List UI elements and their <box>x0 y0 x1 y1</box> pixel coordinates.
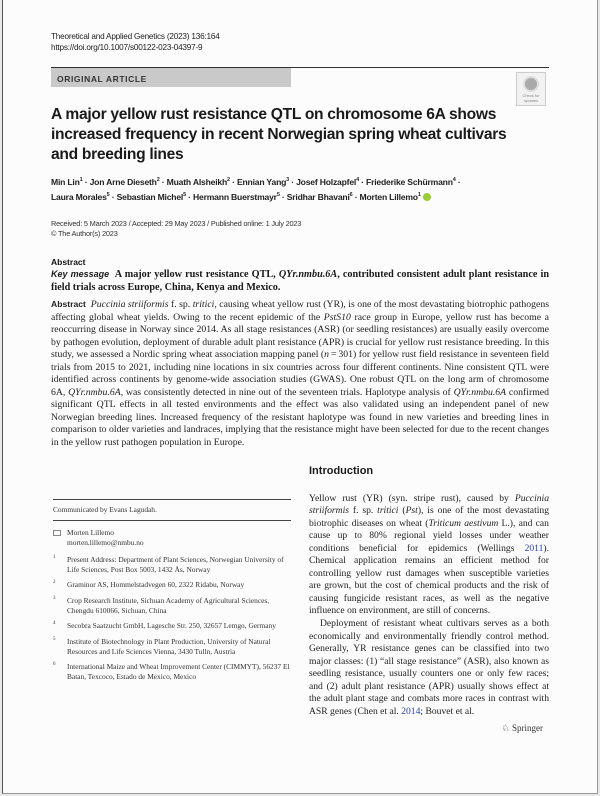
paragraph: Yellow rust (YR) (syn. stripe rust), caused by Puccinia striiformis f. sp. tritici (Pst), is one of the most devastating biotrophic diseases on wheat (Triticum aestivum L.), and can cause up to 80% regional yield losses under weather conditions beneficial for epidemics (Wellings 2011). Chemical application remains an efficient method for controlling yellow rust damages when susceptible varieties are grown, but the cost of chemical products and the risk of causing fungicide resistant races, as well as the negative influence on environment, are still of concerns. <box>309 492 549 617</box>
springer-horse-icon: ♘ <box>501 723 510 734</box>
author[interactable]: Muath Alsheikh$^2$ <box>166 177 230 187</box>
section-label-row <box>51 68 549 103</box>
footnote-column <box>53 464 291 688</box>
corresponding-email[interactable]: morten.lillemo@nmbu.no <box>67 537 144 547</box>
author[interactable]: Sebastian Michel$^5$ <box>116 192 186 202</box>
author[interactable]: Laura Morales$^5$ <box>51 192 110 202</box>
author[interactable]: Hermann Buerstmayr$^5$ <box>193 192 280 202</box>
article-title: A major yellow rust resistance QTL on chromosome 6A shows increased frequency in recent Norwegian spring wheat cultivars and breeding lines <box>51 106 507 163</box>
author[interactable]: Morten Lillemo$^1$ <box>359 192 421 202</box>
author[interactable]: Ennian Yang$^3$ <box>236 177 290 187</box>
introduction-column <box>309 464 549 735</box>
paragraph: Deployment of resistant wheat cultivars serves as a both economically and environmentally friendly control method. Generally, YR resistance genes can be classified into two major classes: (1) “all stage resistance” (ASR), also known as seedling resistance, usually counters one or only few races; and (2) adult plant resistance (APR) usually shows effect at the adult plant stage and combats more races in contrast with ASR genes (Chen et al. 2014; Bouvet et al. <box>309 618 549 717</box>
affiliations <box>53 555 291 683</box>
affiliation: 2 Graminor AS, Hommelstadvegen 60, 2322 Ridabu, Norway <box>53 580 245 590</box>
author-list: Min Lin$^1$ · Jon Arne Dieseth$^2$ · Muath Alsheikh$^2$ · Ennian Yang$^3$ · Josef Holzapfel$^4$ · Friederike Schürmann$^4$ · Laura Morales$^5$ · Sebastian Michel$^5$ · Hermann Buerstmayr$^5$ · Sridhar Bhavani$^6$ · Morten Lillemo$^1$ <box>51 177 461 202</box>
orcid-icon[interactable] <box>423 193 431 201</box>
citation-link[interactable]: 2014 <box>401 705 421 717</box>
affiliation: 4 Secobra Saatzucht GmbH, Lagesche Str. 250, 32657 Lemgo, Germany <box>53 621 276 631</box>
abstract-heading: Abstract <box>51 257 86 267</box>
introduction-body <box>309 493 549 719</box>
corresponding-name: Morten Lillemo <box>67 527 115 537</box>
publisher-logo <box>309 722 549 734</box>
journal-citation: Theoretical and Applied Genetics (2023) 136:164 <box>51 32 220 41</box>
citation-link[interactable]: 2011 <box>524 542 544 554</box>
communicated-by: Communicated by Evans Lagudah. <box>53 504 157 514</box>
check-updates-text: Check for <box>522 93 540 98</box>
update-icon <box>523 76 539 92</box>
author[interactable]: Sridhar Bhavani$^6$ <box>286 192 353 202</box>
author[interactable]: Josef Holzapfel$^4$ <box>296 177 359 187</box>
journal-info <box>51 31 549 53</box>
article-page <box>2 0 598 794</box>
author[interactable]: Jon Arne Dieseth$^2$ <box>89 177 160 187</box>
affiliation: 5 Institute of Biotechnology in Plant Production, University of Natural Resources and Life Sciences Vienna, 3430 Tulln, Austria <box>53 636 271 656</box>
envelope-icon <box>53 530 61 536</box>
author[interactable]: Min Lin$^1$ <box>51 177 83 187</box>
check-updates-text: updates <box>523 97 539 103</box>
author[interactable]: Friederike Schürmann$^4$ <box>366 177 456 187</box>
abstract-body: Abstract Puccinia striiformis f. sp. tritici, causing wheat yellow rust (YR), is one of the most devastating biotrophic pathogens affecting global wheat yields. Owing to the recent epidemic of the PstS10 race group in Europe, yellow rust has become a reoccurring disease in Norway since 2014. As all stage resistances (ASR) (or seedling resistances) are usually easily overcome by pathogen evolution, deployment of durable adult plant resistance (APR) is crucial for yellow rust resistance breeding. In this study, we assessed a Nordic spring wheat association mapping panel (n = 301) for yellow rust field resistance in seventeen field trials from 2015 to 2021, including nine locations in six countries across four different continents. Nine consistent QTL were identified across continents by genome-wide association studies (GWAS). One robust QTL on the long arm of chromosome 6A, QYr.nmbu.6A, was consistently detected in nine out of the seventeen trials. Haplotype analysis of QYr.nmbu.6A confirmed significant QTL effects in all tested environments and the effect was also validated using an independent panel of new Norwegian breeding lines. Increased frequency of the resistant haplotype was found in new varieties and breeding lines in comparison to older varieties and landraces, implying that the resistance might have been selected for due to the recent changes in the yellow rust pathogen population in Europe. <box>51 299 550 449</box>
section-label: ORIGINAL ARTICLE <box>51 68 291 87</box>
affiliation: 1 Present Address: Department of Plant Sciences, Norwegian University of Life Sciences, Post Box 5003, 1432 Ås, Norway <box>53 554 284 574</box>
dates-text: Received: 5 March 2023 / Accepted: 29 May 2023 / Published online: 1 July 2023 <box>51 219 302 228</box>
copyright-text: © The Author(s) 2023 <box>51 228 118 238</box>
two-column-body <box>51 464 549 735</box>
affiliation: 6 International Maize and Wheat Improvement Center (CIMMYT), 56237 El Batan, Texcoco, Estado de Mexico, Mexico <box>53 662 290 682</box>
publisher-name: Springer <box>512 723 543 734</box>
key-message: Key message A major yellow rust resistance QTL, QYr.nmbu.6A, contributed consistent adult plant resistance in field trials across Europe, China, Kenya and Mexico. <box>51 269 549 293</box>
corresponding-author <box>53 528 291 548</box>
doi-link[interactable]: https://doi.org/10.1007/s00122-023-04397-9 <box>51 43 203 52</box>
introduction-heading: Introduction <box>309 464 374 477</box>
footnote-rule <box>53 520 291 521</box>
check-for-updates-button[interactable] <box>516 72 546 106</box>
publication-dates <box>51 219 549 238</box>
article-content <box>51 31 549 734</box>
affiliation: 3 Crop Research Institute, Sichuan Academy of Agricultural Sciences, Chengdu 610066, Sichuan, China <box>53 595 270 615</box>
